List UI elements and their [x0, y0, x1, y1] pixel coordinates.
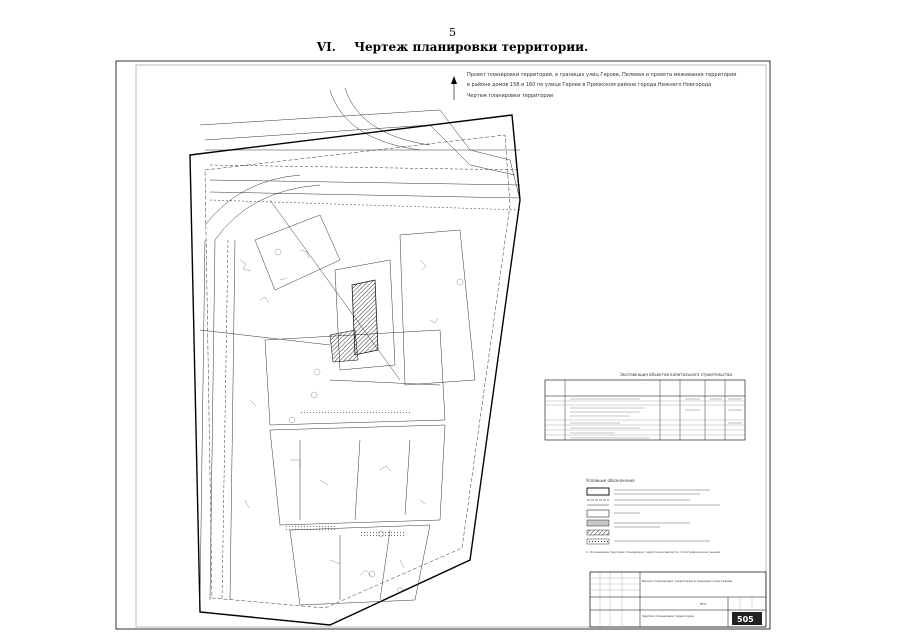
section-number: VI. [316, 40, 336, 54]
hatched-building [330, 280, 378, 362]
drawing-title-line1: Проект планировки территории, в границах улиц Героев, Пелевая и проекта межевания территории [467, 72, 737, 78]
stamp-block [590, 572, 766, 627]
road-corridor [200, 88, 520, 240]
topographic-details [240, 249, 463, 593]
drawing-title-block [467, 72, 736, 99]
site-boundary [190, 115, 520, 625]
company-logo-text: 505 [737, 615, 754, 624]
drawing-title-line2: в районе домов 158 и 160 по улице Героев в Приокском районе города Нижнего Новгорода [467, 82, 712, 88]
legend [586, 478, 721, 554]
stamp-sheet-label: Чертеж планировки территории [642, 614, 694, 618]
drawing-subtitle: Чертеж планировки территории [467, 93, 554, 99]
explication-table [545, 372, 745, 440]
drawing-note: 1. Основанием Чертежа планировки территории является топографическая съемка [586, 550, 721, 554]
section-title: Чертеж планировки территории. [354, 40, 589, 54]
left-road [200, 240, 235, 600]
stamp-code: ППТ [700, 602, 707, 606]
table-title: Экспликация объектов капитального строительства [620, 372, 732, 377]
north-arrow-icon [451, 76, 457, 100]
legend-title: Условные обозначения [586, 478, 635, 483]
page-number: 5 [449, 26, 456, 39]
sheet-border [116, 61, 770, 629]
stamp-project-text: Проект планировки территории в границах улиц Героев [642, 579, 733, 583]
